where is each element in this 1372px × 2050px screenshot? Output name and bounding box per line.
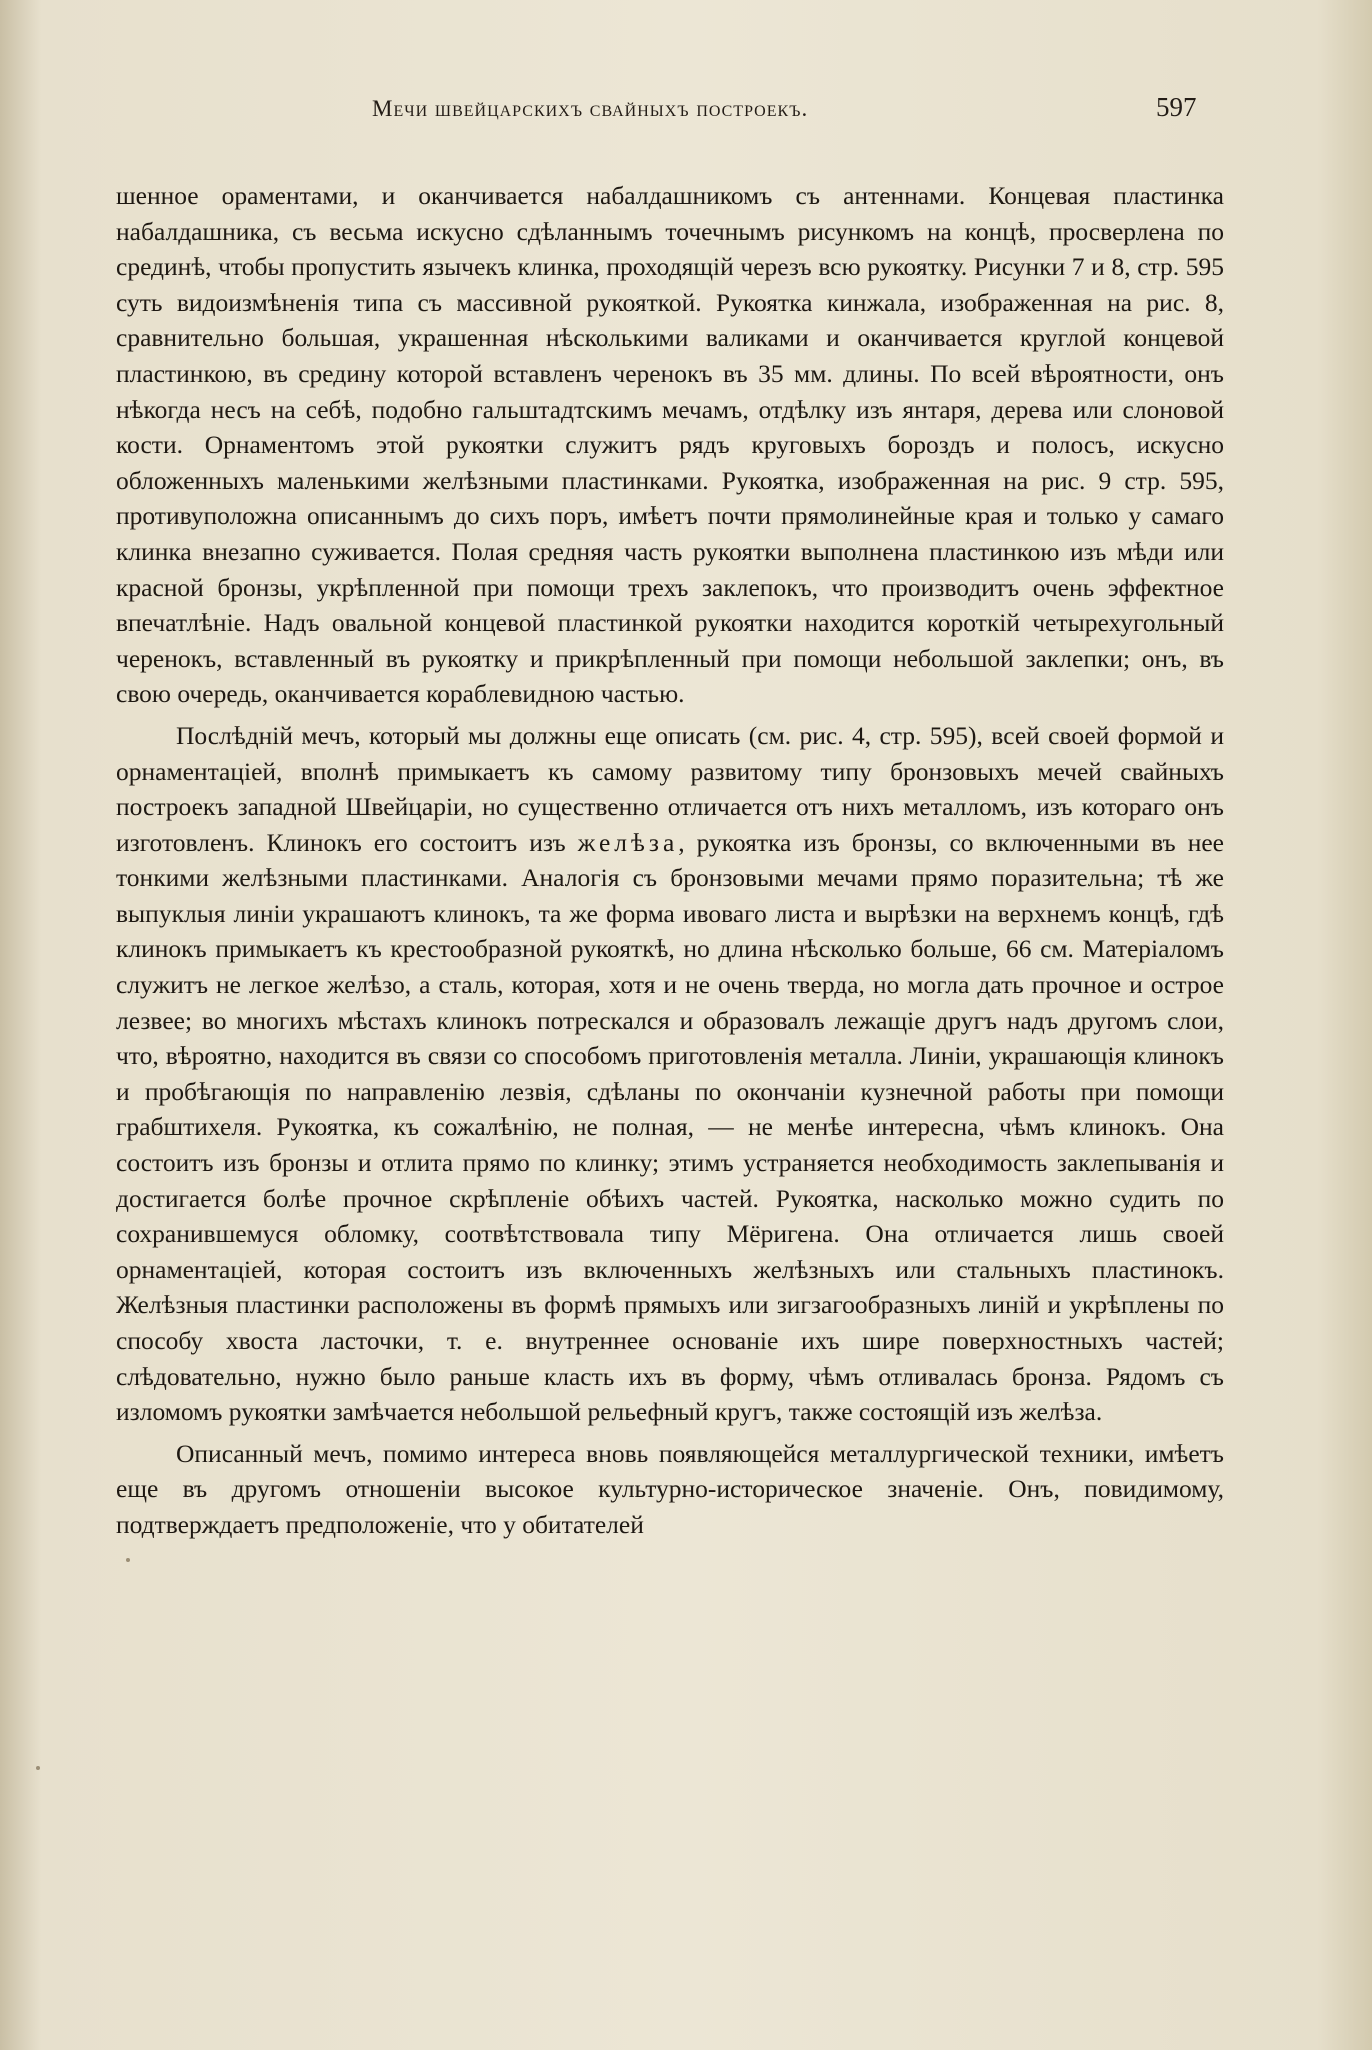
paragraph-text: Описанный мечъ, помимо интереса вновь появляющейся металлургической техники, имѣетъ еще въ другомъ отношеніи высокое культурно-историческое значеніе. Онъ, повидимому, подтверждаетъ предположеніе, что у обитателей xyxy=(116,1438,1224,1539)
paper-speck xyxy=(36,1766,40,1770)
emphasized-word: желѣза xyxy=(577,827,679,857)
paragraph xyxy=(116,718,1224,1430)
paragraph-text: Послѣдній мечъ, который мы должны еще описать (см. рис. 4, стр. 595), всей своей формой и орнаментаціей, вполнѣ примыкаетъ къ самому развитому типу бронзовыхъ мечей свайныхъ построекъ западной Швейцаріи, но существенно отличается отъ нихъ металломъ, изъ котораго онъ изготовленъ. Клинокъ его состоитъ изъ xyxy=(116,720,1224,857)
paragraph-continued xyxy=(116,178,1224,712)
paper-speck xyxy=(126,1558,130,1562)
page-header xyxy=(0,92,1372,136)
paragraph-text: шенное ораментами, и оканчивается набалдашникомъ съ антеннами. Концевая пластинка набалдашника, съ весьма искусно сдѣланнымъ точечнымъ рисункомъ на концѣ, просверлена по срединѣ, чтобы пропустить язычекъ клинка, проходящій черезъ всю рукоятку. Рисунки 7 и 8, стр. 595 суть видоизмѣненія типа съ массивной рукояткой. Рукоятка кинжала, изображенная на рис. 8, сравнительно большая, украшенная нѣсколькими валиками и оканчивается круглой концевой пластинкою, въ средину которой вставленъ черенокъ въ 35 мм. длины. По всей вѣроятности, онъ нѣкогда несъ на себѣ, подобно гальштадтскимъ мечамъ, отдѣлку изъ янтаря, дерева или слоновой кости. Орнаментомъ этой рукоятки служитъ рядъ круговыхъ бороздъ и полосъ, искусно обложенныхъ маленькими желѣзными пластинками. Рукоятка, изображенная на рис. 9 стр. 595, противуположна описаннымъ до сихъ поръ, имѣетъ почти прямолинейные края и только у самаго клинка внезапно суживается. Полая средняя часть рукоятки выполнена пластинкою изъ мѣди или красной бронзы, укрѣпленной при помощи трехъ заклепокъ, что производитъ очень эффектное впечатлѣніе. Надъ овальной концевой пластинкой рукоятки находится короткій четырехугольный черенокъ, вставленный въ рукоятку и прикрѣпленный при помощи небольшой заклепки; онъ, въ свою очередь, оканчивается кораблевидною частью. xyxy=(116,181,1224,709)
running-title: Мечи швейцарскихъ свайныхъ построекъ. xyxy=(372,96,809,121)
paragraph xyxy=(116,1436,1224,1543)
page-number: 597 xyxy=(1156,92,1197,122)
paragraph-text: , рукоятка изъ бронзы, со включенными въ нее тонкими желѣзными пластинками. Аналогія съ бронзовыми мечами прямо поразительна; тѣ же выпуклыя линіи украшаютъ клинокъ, та же форма ивоваго листа и вырѣзки на верхнемъ концѣ, гдѣ клинокъ примыкаетъ къ крестообразной рукояткѣ, но длина нѣсколько больше, 66 см. Матеріаломъ служитъ не легкое желѣзо, а сталь, которая, хотя и не очень тверда, но могла дать прочное и острое лезвее; во многихъ мѣстахъ клинокъ потрескался и образовалъ лежащіе другъ надъ другомъ слои, что, вѣроятно, находится въ связи со способомъ приготовленія металла. Линіи, украшающія клинокъ и пробѣгающія по направленію лезвія, сдѣланы по окончаніи кузнечной работы при помощи грабштихеля. Рукоятка, къ сожалѣнію, не полная, — не менѣе интересна, чѣмъ клинокъ. Она состоитъ изъ бронзы и отлита прямо по клинку; этимъ устраняется необходимость заклепыванія и достигается болѣе прочное скрѣпленіе обѣихъ частей. Рукоятка, насколько можно судить по сохранившемуся обломку, соотвѣтствовала типу Мёригена. Она отличается лишь своей орнаментаціей, которая состоитъ изъ включенныхъ желѣзныхъ или стальныхъ пластинокъ. Желѣзныя пластинки расположены въ формѣ прямыхъ или зигзагообразныхъ линій и укрѣплены по способу хвоста ласточки, т. е. внутреннее основаніе ихъ шире поверхностныхъ частей; слѣдовательно, нужно было раньше класть ихъ въ форму, чѣмъ отливалась бронза. Рядомъ съ изломомъ рукоятки замѣчается небольшой рельефный кругъ, также состоящій изъ желѣза. xyxy=(116,827,1224,1427)
body-text xyxy=(116,178,1224,1543)
